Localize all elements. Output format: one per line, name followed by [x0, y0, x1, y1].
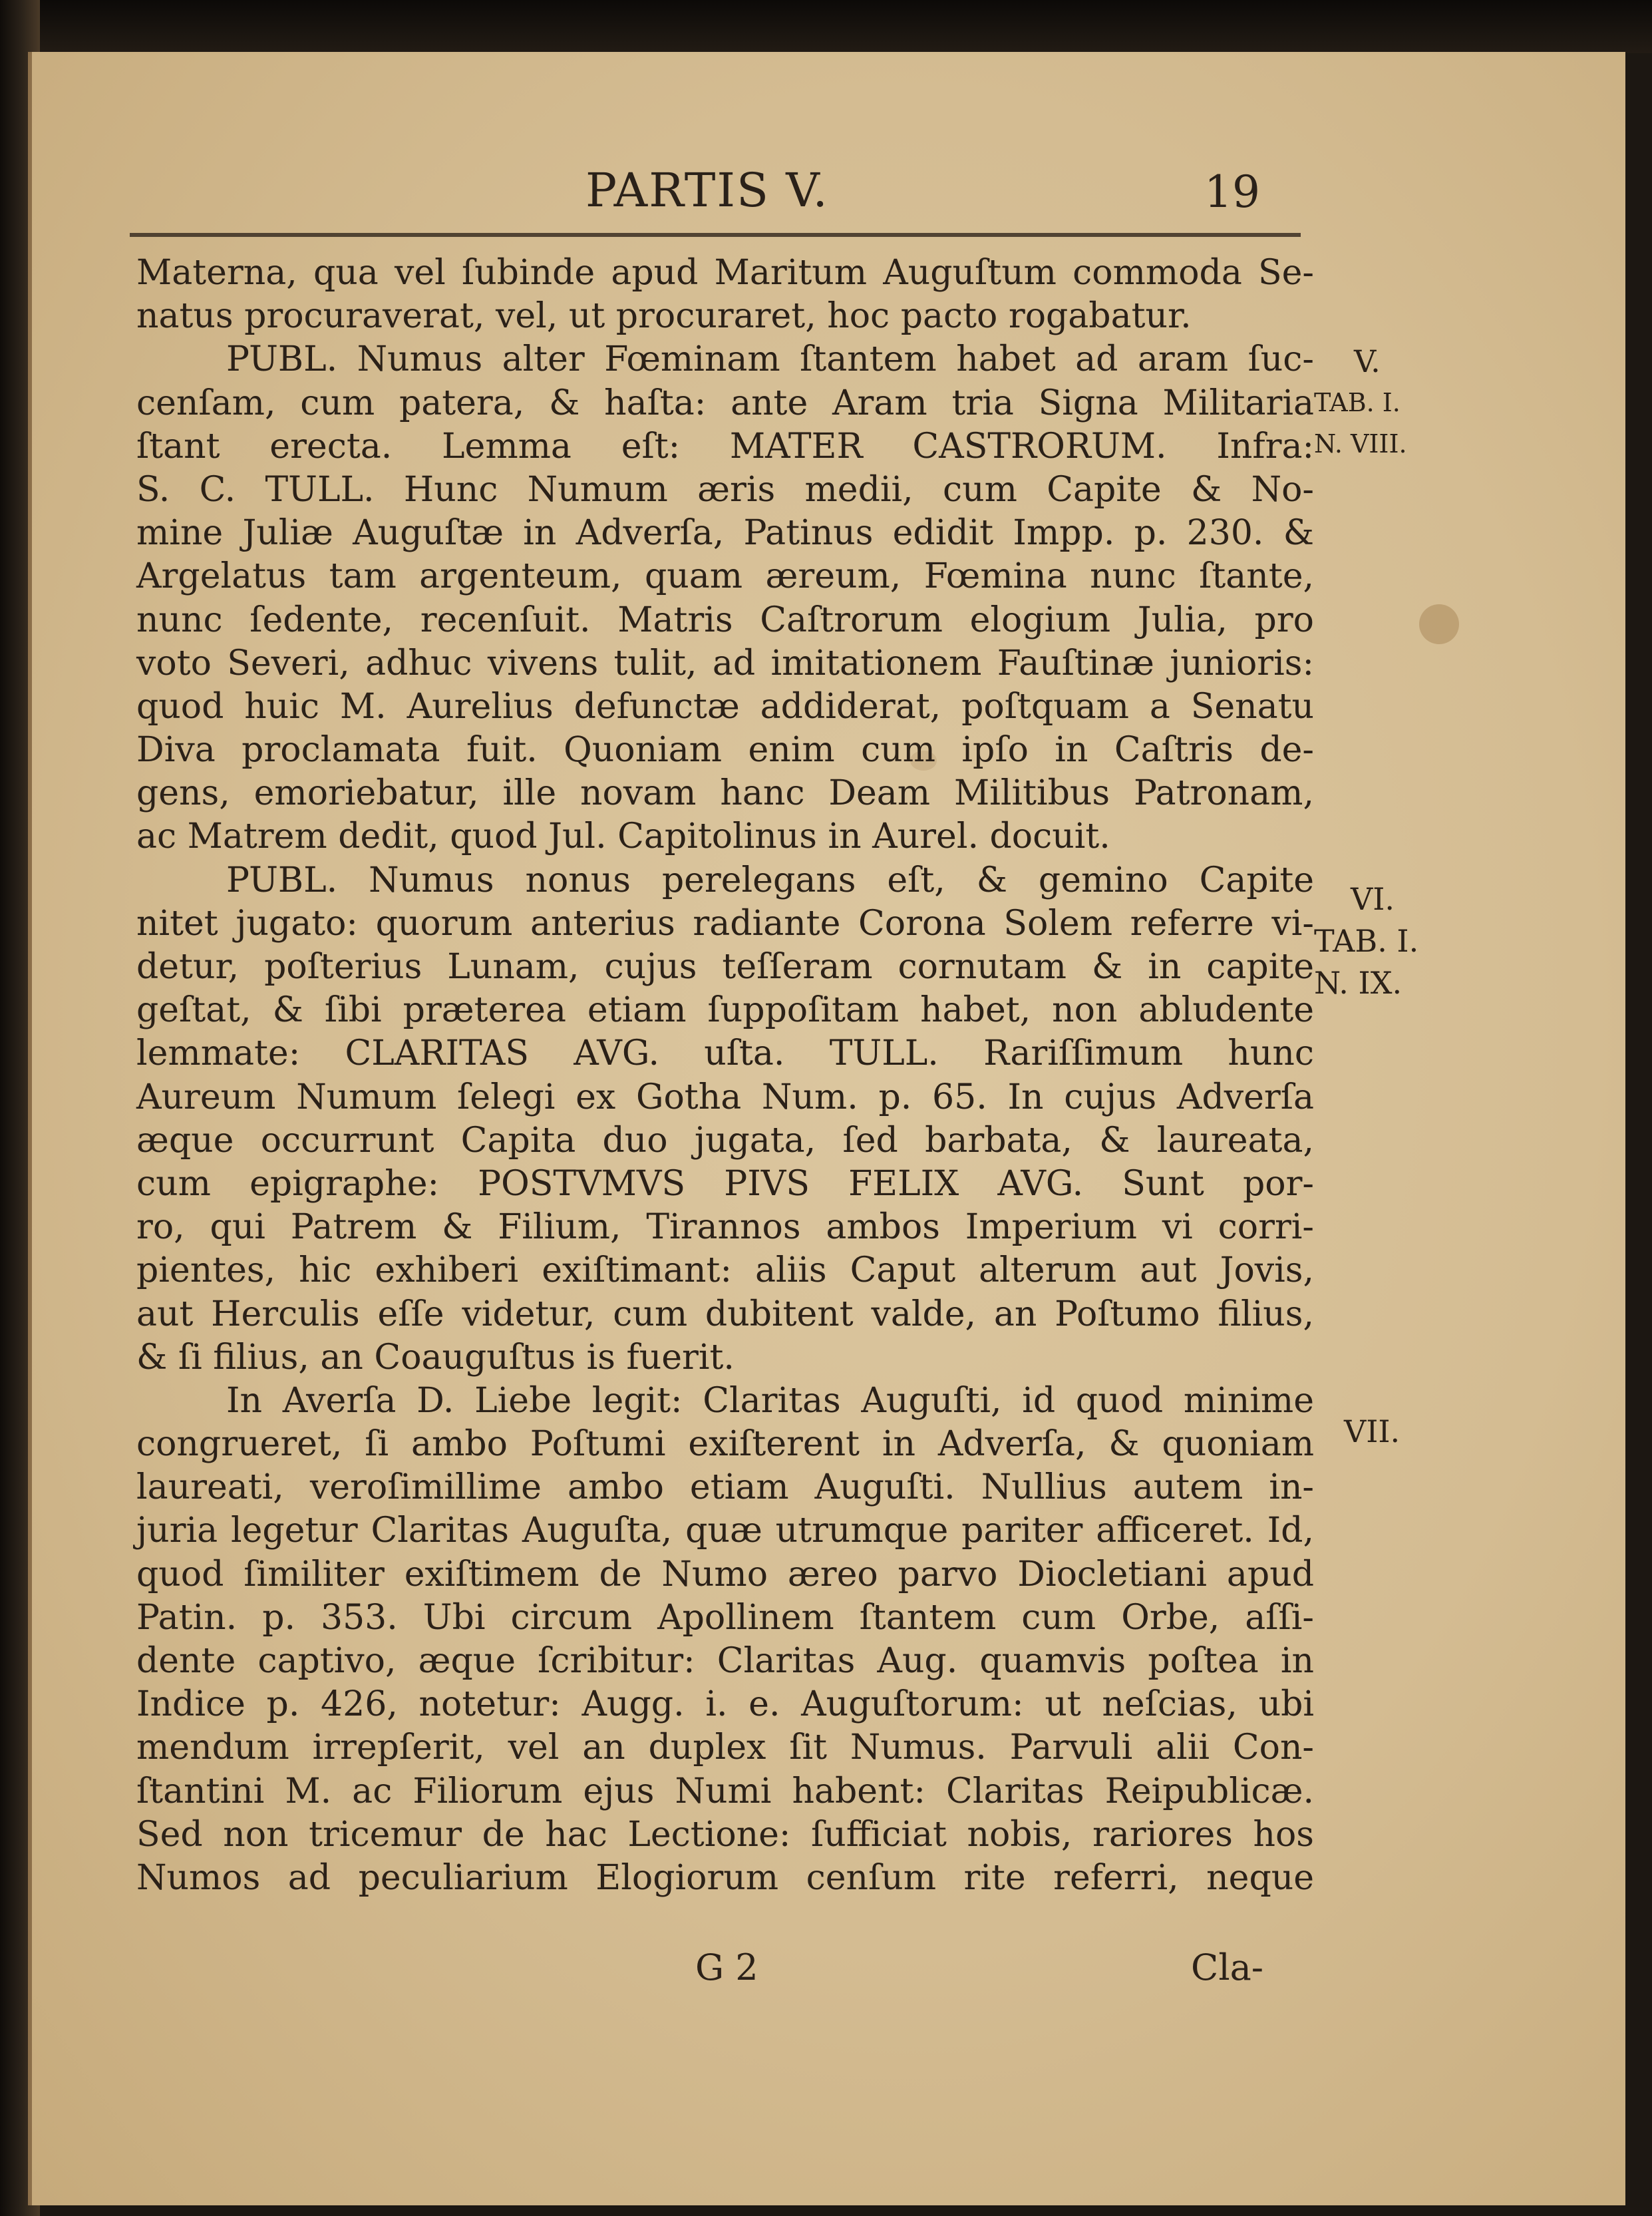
text-line: aut Herculis eſſe videtur, cum dubitent valde, an Poſtumo filius, [136, 1294, 1314, 1334]
text-line: Argelatus tam argenteum, quam æreum, Fœmina nunc ſtante, [136, 556, 1314, 597]
text-line: dente captivo, æque ſcribitur: Claritas Aug. quamvis poſtea in [136, 1641, 1314, 1681]
page-number: 19 [1204, 166, 1260, 218]
text-line: ro, qui Patrem & Filium, Tirannos ambos Imperium vi corri- [136, 1207, 1314, 1248]
text-line: pientes, hic exhiberi exiſtimant: aliis Caput alterum aut Jovis, [136, 1250, 1314, 1291]
text-line: æque occurrunt Capita duo jugata, ſed barbata, & laureata, [136, 1120, 1314, 1161]
text-line: Numos ad peculiarium Elogiorum cenſum rite referri, neque [136, 1857, 1314, 1898]
text-line: Materna, qua vel ſubinde apud Maritum Auguſtum commoda Se- [136, 253, 1314, 293]
text-line: laureati, veroſimillime ambo etiam Auguſti. Nullius autem in- [136, 1467, 1314, 1508]
margin-note: N. IX. [1314, 965, 1403, 1001]
text-line: cenſam, cum patera, & haſta: ante Aram tria Signa Militaria [136, 383, 1314, 423]
text-line: ac Matrem dedit, quod Jul. Capitolinus in Aurel. docuit. [136, 817, 1110, 857]
text-line: lemmate: CLARITAS AVG. uſta. TULL. Rariſſimum hunc [136, 1033, 1314, 1074]
text-line: voto Severi, adhuc vivens tulit, ad imitationem Fauſtinæ junioris: [136, 643, 1314, 683]
running-header: PARTIS V. [585, 163, 829, 218]
text-line: nitet jugato: quorum anterius radiante Corona Solem referre vi- [136, 903, 1314, 944]
text-line: Diva proclamata fuit. Quoniam enim cum ipſo in Caſtris de- [136, 730, 1314, 771]
text-line: S. C. TULL. Hunc Numum æris medii, cum Capite & No- [136, 469, 1314, 510]
text-line: cum epigraphe: POSTVMVS PIVS FELIX AVG. Sunt por- [136, 1163, 1314, 1204]
text-line: & ſi filius, an Coauguſtus is fuerit. [136, 1337, 735, 1378]
text-line: natus procuraverat, vel, ut procuraret, hoc pacto rogabatur. [136, 296, 1192, 337]
paper-stain [1419, 604, 1459, 644]
text-line: nunc ſedente, recenſuit. Matris Caſtrorum elogium Julia, pro [136, 600, 1314, 640]
margin-note: VI. [1351, 881, 1395, 917]
text-line: juria legetur Claritas Auguſta, quæ utrumque pariter afficeret. Id, [136, 1511, 1314, 1551]
header-rule [130, 233, 1301, 237]
text-line: geſtat, & ſibi præterea etiam ſuppoſitam habet, non abludente [136, 990, 1314, 1031]
text-line: congrueret, ſi ambo Poſtumi exiſterent in Adverſa, & quoniam [136, 1424, 1314, 1465]
text-line: ſtant erecta. Lemma eſt: MATER CASTRORUM. Infra: [136, 426, 1314, 466]
body-text [136, 252, 1314, 1900]
text-line: mine Juliæ Auguſtæ in Adverſa, Patinus edidit Impp. p. 230. & [136, 513, 1314, 554]
text-line: gens, emoriebatur, ille novam hanc Deam Militibus Patronam, [136, 773, 1314, 814]
text-line: Sed non tricemur de hac Lectione: ſufficiat nobis, rariores hos [136, 1814, 1314, 1855]
text-line: mendum irrepſerit, vel an duplex ſit Numus. Parvuli alii Con- [136, 1728, 1314, 1768]
catchword: Cla- [1191, 1946, 1264, 1988]
text-line: Aureum Numum ſelegi ex Gotha Num. p. 65. In cujus Adverſa [136, 1077, 1314, 1117]
text-line: In Averſa D. Liebe legit: Claritas Auguſti, id quod minime [226, 1380, 1314, 1421]
text-line: detur, poſterius Lunam, cujus teſſeram cornutam & in capite [136, 947, 1314, 987]
text-line: quod huic M. Aurelius defunctæ addiderat, poſtquam a Senatu [136, 686, 1314, 727]
text-line: ſtantini M. ac Filiorum ejus Numi habent: Claritas Reipublicæ. [136, 1771, 1314, 1811]
text-line: quod ſimiliter exiſtimem de Numo æreo parvo Diocletiani apud [136, 1554, 1314, 1594]
text-line: Patin. p. 353. Ubi circum Apollinem ſtantem cum Orbe, aſſi- [136, 1597, 1314, 1638]
margin-note: N. VIII. [1314, 429, 1407, 459]
text-line: PUBL. Numus alter Fœminam ſtantem habet ad aram ſuc- [226, 339, 1314, 380]
margin-note: V. [1354, 343, 1381, 379]
margin-note: VII. [1344, 1413, 1401, 1449]
margin-note: TAB. I. [1314, 388, 1401, 417]
text-line: Indice p. 426, notetur: Augg. i. e. Auguſtorum: ut neſcias, ubi [136, 1684, 1314, 1725]
scan-top-edge [0, 0, 1652, 53]
margin-note: TAB. I. [1314, 923, 1419, 959]
signature-mark: G 2 [695, 1946, 758, 1988]
text-line: PUBL. Numus nonus perelegans eſt, & gemino Capite [226, 860, 1314, 900]
